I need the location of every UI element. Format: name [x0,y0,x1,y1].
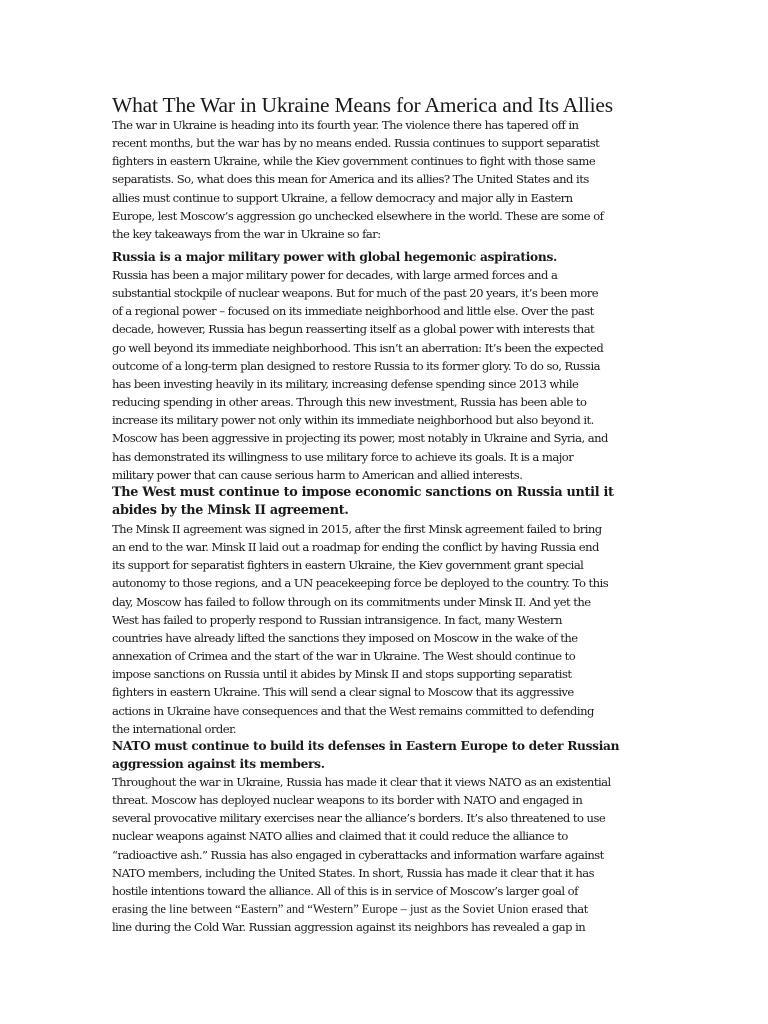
text-line: countries have already lifted the sanctions they imposed on Moscow in the wake of the [112,630,578,645]
text-line: recent months, but the war has by no means ended. Russia continues to support separatist [112,136,600,151]
text-line: Moscow has been aggressive in projecting its power, most notably in Ukraine and Syria, and [112,431,608,446]
text-line: an end to the war. Minsk II laid out a roadmap for ending the conflict by having Russia end [112,540,599,555]
section-heading: Russia is a major military power with global hegemonic aspirations. [112,250,557,264]
text-line: impose sanctions on Russia until it abides by Minsk II and stops supporting separatist [112,667,572,682]
section-heading [112,737,742,773]
text-line: separatists. So, what does this mean for America and its allies? The United States and its [112,172,589,187]
mixed-font-text: erasing the line between “Eastern” and “Western” Europe – just as the Soviet Union erased [112,902,564,917]
text-line: its support for separatist fighters in eastern Ukraine, the Kiev government grant special [112,558,584,573]
text-line: military power that can cause serious harm to American and allied interests. [112,467,523,482]
text-line: of a regional power – focused on its immediate neighborhood and little else. Over the past [112,304,594,319]
section-sanctions [112,484,742,738]
text-line: several provocative military exercises near the alliance’s borders. It’s also threatened to use [112,811,606,826]
text-line: annexation of Crimea and the start of the war in Ukraine. The West should continue to [112,649,576,664]
text-line: West has failed to properly respond to Russian intransigence. In fact, many Western [112,612,562,627]
text-line: allies must continue to support Ukraine, a fellow democracy and major ally in Eastern [112,190,573,205]
text-line: Russia has been a major military power for decades, with large armed forces and a [112,268,558,282]
section-heading [112,484,742,520]
section-text [112,266,742,484]
text-line: substantial stockpile of nuclear weapons. But for much of the past 20 years, it’s been more [112,286,599,301]
text-line: fighters in eastern Ukraine, while the Kiev government continues to fight with those same [112,154,596,169]
heading-line: NATO must continue to build its defenses in Eastern Europe to deter Russian [112,739,620,753]
text-line: the key takeaways from the war in Ukraine so far: [112,226,381,241]
heading-line: The West must continue to impose economic sanctions on Russia until it [112,485,614,500]
text-line: go well beyond its immediate neighborhood. This isn’t an aberration: It’s been the expected [112,340,604,355]
text-line: The war in Ukraine is heading into its fourth year. The violence there has tapered off in [112,118,579,132]
text-line: outcome of a long-term plan designed to restore Russia to its former glory. To do so, Russia [112,358,600,373]
text-line: threat. Moscow has deployed nuclear weapons to its border with NATO and engaged in [112,793,583,808]
section-text [112,520,742,738]
section-text [112,773,742,936]
text-line: increase its military power not only within its immediate neighborhood but also beyond it. [112,413,594,428]
text-line: actions in Ukraine have consequences and that the West remains committed to defending [112,703,594,718]
text-line: autonomy to those regions, and a UN peacekeeping force be deployed to the country. To this [112,576,609,591]
text-line: has been investing heavily in its military, increasing defense spending since 2013 while [112,376,579,391]
section-nato-defenses [112,737,742,936]
text-line: fighters in eastern Ukraine. This will send a clear signal to Moscow that its aggressive [112,685,574,700]
text-line: NATO members, including the United States. In short, Russia has made it clear that it has [112,865,595,880]
text-line: has demonstrated its willingness to use military force to achieve its goals. It is a major [112,449,574,464]
text-line: day, Moscow has failed to follow through on its commitments under Minsk II. And yet the [112,594,591,609]
text-line: decade, however, Russia has begun reasserting itself as a global power with interests that [112,322,595,337]
text-line: Throughout the war in Ukraine, Russia has made it clear that it views NATO as an existential [112,775,611,789]
text-line: nuclear weapons against NATO allies and claimed that it could reduce the alliance to [112,829,568,844]
text-line: the international order. [112,721,236,736]
text-line: hostile intentions toward the alliance. All of this is in service of Moscow’s larger goal of [112,883,578,898]
text-line: reducing spending in other areas. Through this new investment, Russia has been able to [112,395,587,410]
text-line: “radioactive ash.” Russia has also engaged in cyberattacks and information warfare against [112,847,604,862]
text-line-mixed-font [112,900,742,918]
text-line: line during the Cold War. Russian aggression against its neighbors has revealed a gap in [112,920,586,935]
document-title: What The War in Ukraine Means for America and Its Allies [112,93,613,117]
intro-text [112,116,742,243]
section-russia-power [112,248,742,484]
heading-line: abides by the Minsk II agreement. [112,503,349,518]
heading-line: aggression against its members. [112,757,325,771]
text-fragment: that [563,902,588,917]
text-line: Europe, lest Moscow’s aggression go unchecked elsewhere in the world. These are some of [112,208,604,223]
text-line: The Minsk II agreement was signed in 2015, after the first Minsk agreement failed to bring [112,522,602,536]
intro-paragraph [112,116,742,243]
